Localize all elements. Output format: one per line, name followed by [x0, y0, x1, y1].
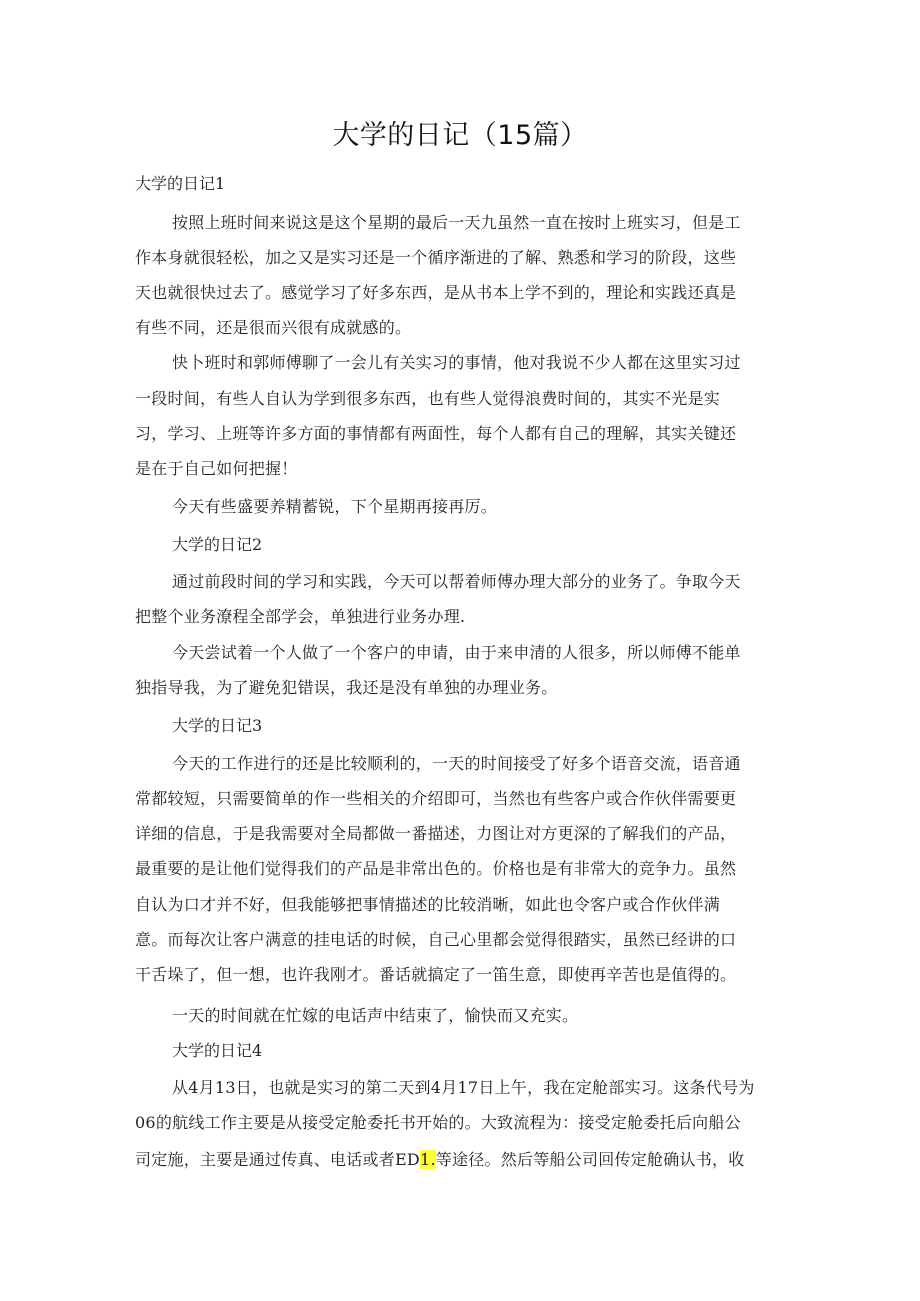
paragraph-line: 干舌垛了，但一想，也许我刚才。番话就搞定了一笛生意，即使再辛苦也是值得的。 — [135, 965, 737, 984]
paragraph-line: 详细的信息，于是我需要对全局都做一番描述，力图让对方更深的了解我们的产品， — [135, 824, 737, 843]
section-heading: 大学的日记4 — [172, 1041, 263, 1060]
paragraph-line: 今天有些盛要养精蓄锐，下个星期再接再厉。 — [172, 497, 498, 516]
paragraph-line: 独指导我，为了避免犯错误，我还是没有单独的办理业务。 — [135, 678, 558, 697]
page-title: 大学的日记（15篇） — [332, 120, 588, 151]
paragraph-line: 今天的工作进行的还是比较顺利的，一天的时间接受了好多个语音交流，语音通 — [172, 754, 741, 773]
paragraph-line: 把整个业务潦程全部学会，单独进行业务办理. — [135, 607, 466, 626]
paragraph-line: 意。而每次让客户满意的挂电话的时候，自己心里都会觉得很踏实，虽然已经讲的口 — [135, 930, 737, 949]
paragraph-line: 习，学习、上班等许多方面的事情都有两面性，每个人都有自己的理解，其实关键还 — [135, 424, 737, 443]
line-text-after-highlight: 等途径。然后等船公司回传定舱确认书，收 — [435, 1150, 745, 1169]
paragraph-line: 一天的时间就在忙嫁的电话声中结束了，愉快而又充实。 — [172, 1006, 579, 1025]
paragraph-line: 最重要的是让他们觉得我们的产品是非常出色的。价格也是有非常大的竞争力。虽然 — [135, 859, 737, 878]
paragraph-line: 按照上班时间来说这是这个星期的最后一天九虽然一直在按时上班实习，但是工 — [172, 213, 741, 232]
section-heading: 大学的日记2 — [172, 535, 263, 554]
paragraph-line: 作本身就很轻松，加之又是实习还是一个循序渐进的了解、熟悉和学习的阶段，这些 — [135, 248, 737, 267]
paragraph-line: 快卜班时和郭师傅聊了一会儿有关实习的事情，他对我说不少人都在这里实习过 — [172, 353, 741, 372]
paragraph-line: 常都较短，只需要简单的作一些相关的介绍即可，当然也有些客户或合作伙伴需要更 — [135, 789, 737, 808]
highlighted-text: 1. — [420, 1150, 436, 1169]
line-text-before-highlight: 司定施，主要是通过传真、电话或者ED — [135, 1150, 421, 1169]
paragraph-line: 一段时间，有些人自认为学到很多东西，也有些人觉得浪费时间的，其实不光是实 — [135, 389, 721, 408]
paragraph-line: 自认为口才并不好，但我能够把事情描述的比较消晰，如此也令客户或合作伙伴满 — [135, 895, 721, 914]
paragraph-line: 天也就很快过去了。感觉学习了好多东西，是从书本上学不到的，理论和实践还真是 — [135, 283, 737, 302]
paragraph-line: 是在于自己如何把握！ — [135, 459, 298, 478]
paragraph-line: 通过前段时间的学习和实践，今天可以帮着师傅办理大部分的业务了。争取今天 — [172, 572, 741, 591]
paragraph-line: 从4月13日，也就是实习的第二天到4月17日上午，我在定舱部实习。这条代号为 — [172, 1078, 755, 1097]
paragraph-line: 有些不同，还是很而兴很有成就感的。 — [135, 318, 412, 337]
paragraph-line: 今天尝试着一个人做了一个客户的申请，由于来申清的人很多，所以师傅不能单 — [172, 643, 741, 662]
paragraph-line: 06的航线工作主要是从接受定舱委托书开始的。大致流程为：接受定舱委托后向船公 — [135, 1113, 741, 1132]
paragraph-line — [135, 1148, 745, 1172]
section-heading: 大学的日记1 — [135, 174, 226, 193]
section-heading: 大学的日记3 — [172, 716, 263, 735]
